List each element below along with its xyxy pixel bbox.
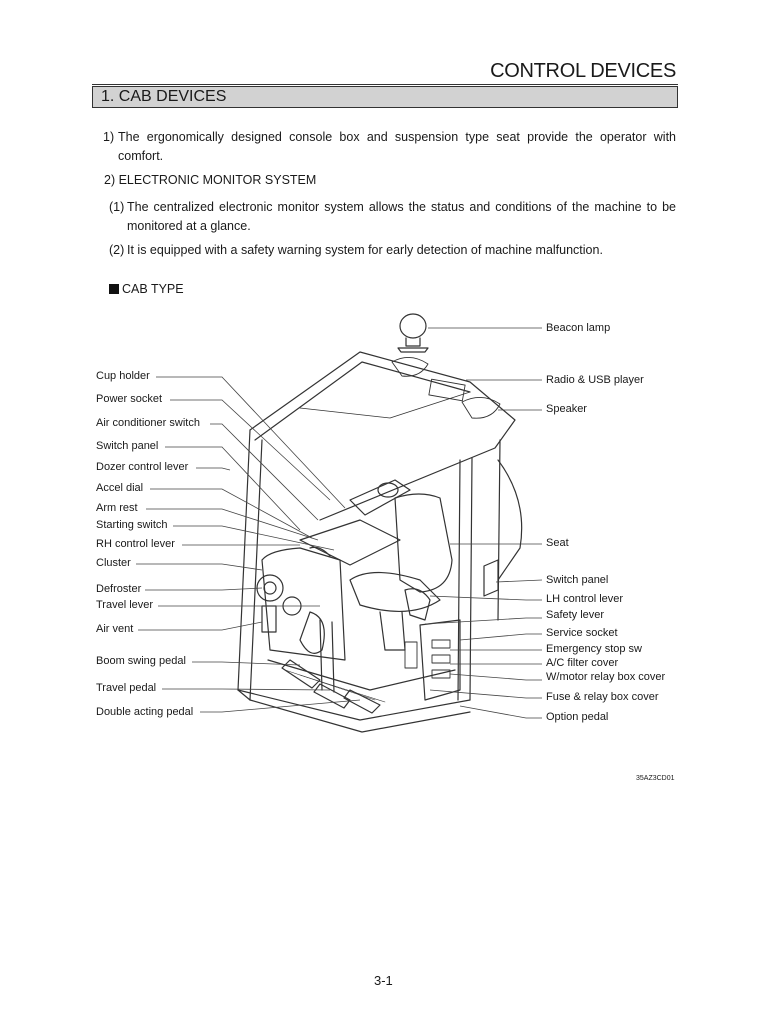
item-2-sub-2-number: (2)	[109, 243, 125, 257]
label-wmotor-relay-box-cover: W/motor relay box cover	[546, 671, 666, 683]
item-2-sub-1-number: (1)	[109, 200, 125, 214]
label-speaker: Speaker	[546, 403, 587, 415]
label-rh-control-lever: RH control lever	[96, 538, 175, 550]
label-option-pedal: Option pedal	[546, 711, 609, 723]
label-switch-panel-right: Switch panel	[546, 574, 609, 586]
label-switch-panel-left: Switch panel	[96, 440, 159, 452]
label-starting-switch: Starting switch	[96, 519, 168, 531]
label-boom-swing-pedal: Boom swing pedal	[96, 655, 186, 667]
label-travel-pedal: Travel pedal	[96, 682, 157, 694]
label-lh-control-lever: LH control lever	[546, 593, 624, 605]
label-service-socket: Service socket	[546, 627, 618, 639]
label-air-conditioner-switch: Air conditioner switch	[96, 417, 200, 429]
item-1-number: 1)	[103, 130, 115, 144]
label-accel-dial: Accel dial	[96, 482, 144, 494]
item-2-heading: 2) ELECTRONIC MONITOR SYSTEM	[104, 173, 317, 187]
label-radio-usb-player: Radio & USB player	[546, 374, 644, 386]
label-seat: Seat	[546, 537, 569, 549]
label-cup-holder: Cup holder	[96, 370, 150, 382]
roof-outline	[250, 352, 515, 520]
label-arm-rest: Arm rest	[96, 502, 138, 514]
item-1-text: The ergonomically designed console box and suspension type seat provide the operator with comfort.	[118, 130, 676, 163]
figure-code: 35AZ3CD01	[636, 775, 675, 782]
item-2-sub-1-text: The centralized electronic monitor system allows the status and conditions of the machine to be monitored at a glance.	[127, 200, 676, 233]
label-fuse-relay-box-cover: Fuse & relay box cover	[546, 691, 659, 703]
label-air-vent: Air vent	[96, 623, 134, 635]
item-2-sub-2-text: It is equipped with a safety warning system for early detection of machine malfunction.	[127, 243, 603, 257]
label-dozer-control-lever: Dozer control lever	[96, 461, 189, 473]
label-beacon-lamp: Beacon lamp	[546, 322, 611, 334]
label-travel-lever: Travel lever	[96, 599, 154, 611]
section-title: 1. CAB DEVICES	[101, 88, 227, 105]
cab-type-heading-text: CAB TYPE	[122, 282, 184, 296]
label-ac-filter-cover: A/C filter cover	[546, 657, 619, 669]
chapter-title: CONTROL DEVICES	[490, 60, 676, 82]
page-number: 3-1	[374, 973, 393, 988]
label-cluster: Cluster	[96, 557, 131, 569]
label-emergency-stop-sw: Emergency stop sw	[546, 643, 642, 655]
label-safety-lever: Safety lever	[546, 609, 605, 621]
label-defroster: Defroster	[96, 583, 142, 595]
label-power-socket: Power socket	[96, 393, 163, 405]
label-double-acting-pedal: Double acting pedal	[96, 706, 194, 718]
